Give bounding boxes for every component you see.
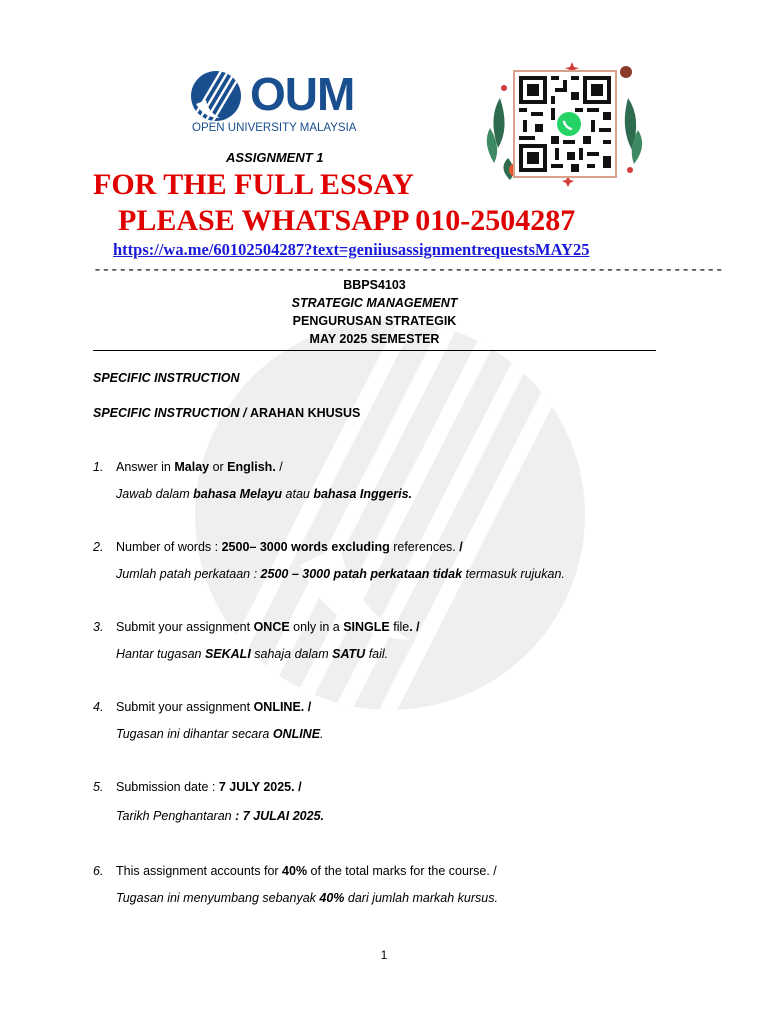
text-run: bahasa Inggeris. [313,487,412,501]
dashed-separator: --------------------------------------------------------------------------- [93,262,724,279]
section-specific-instruction: SPECIFIC INSTRUCTION [93,371,240,385]
text-run: Malay [174,460,210,474]
list-item-malay [116,487,412,501]
text-run: 7 JULY 2025. / [218,780,302,794]
text-run: SATU [332,647,366,661]
section-label-ms: ARAHAN KHUSUS [249,406,361,420]
text-run: atau [282,487,314,501]
text-run: ONLINE. / [253,700,312,714]
text-run: Tarikh Penghantaran [116,809,236,823]
text-run: : 7 JULAI 2025. [235,809,325,823]
section-label-en: SPECIFIC INSTRUCTION / [93,406,250,420]
list-item-number: 1. [93,460,104,474]
text-run: Submit your assignment [116,700,254,714]
header-rule [93,350,656,351]
logo-subtitle: OPEN UNIVERSITY MALAYSIA [192,122,357,134]
text-run: bahasa Melayu [193,487,283,501]
text-run: / [459,540,463,554]
list-item-malay [116,567,565,581]
list-item-malay [116,647,388,661]
list-item-english [116,780,302,794]
text-run: termasuk rujukan. [462,567,565,581]
oum-logo-icon [190,70,246,122]
list-item-number: 6. [93,864,104,878]
text-run: Submit your assignment [116,620,254,634]
text-run: Tugasan ini dihantar secara [116,727,273,741]
list-item-number: 4. [93,700,104,714]
list-item-malay [116,891,498,905]
text-run: 2500 – 3000 patah perkataan tidak [260,567,463,581]
text-run: SEKALI [204,647,251,661]
text-run: Jumlah patah perkataan : [116,567,261,581]
qr-frame [513,70,617,178]
list-item-english [116,460,283,474]
list-item-english [116,620,420,634]
text-run: English. [227,460,276,474]
whatsapp-icon [557,112,581,136]
text-run: Hantar tugasan [116,647,205,661]
text-run: sahaja dalam [250,647,333,661]
promo-line-2: PLEASE WHATSAPP 010-2504287 [118,204,576,237]
text-run: or [209,460,228,474]
text-run: only in a [289,620,344,634]
oum-logo [190,68,370,140]
list-item-number: 2. [93,540,104,554]
logo-wordmark: OUM [250,68,355,120]
text-run: of the total marks for the course. / [307,864,497,878]
list-item-english [116,864,497,878]
watermark-logo-icon [180,305,600,725]
text-run: . / [409,620,420,634]
promo-line-1: FOR THE FULL ESSAY [93,168,414,201]
text-run: ONLINE [272,727,321,741]
list-item-number: 3. [93,620,104,634]
text-run: Answer in [116,460,175,474]
text-run: This assignment accounts for [116,864,283,878]
text-run: dari jumlah markah kursus. [344,891,498,905]
qr-code-icon [515,72,615,176]
text-run: references. [389,540,460,554]
list-item-english [116,540,463,554]
whatsapp-link[interactable]: https://wa.me/60102504287?text=geniiusassignmentrequestsMAY25 [113,240,590,259]
text-run: Tugasan ini menyumbang sebanyak [116,891,320,905]
text-run: file [389,620,410,634]
list-item-malay [116,727,324,741]
text-run: Jawab dalam [116,487,194,501]
text-run: fail. [365,647,389,661]
text-run: SINGLE [343,620,390,634]
assignment-label: ASSIGNMENT 1 [226,150,324,165]
list-item-english [116,700,311,714]
text-run: Number of words : [116,540,222,554]
course-title-en: STRATEGIC MANAGEMENT [291,296,458,310]
text-run: 40% [282,864,308,878]
qr-code-block[interactable] [480,58,650,188]
list-item-number: 5. [93,780,104,794]
text-run: . [320,727,324,741]
text-run: 40% [319,891,345,905]
list-item-malay [116,809,324,823]
course-title-ms: PENGURUSAN STRATEGIK [292,314,457,328]
section-specific-instruction-bilingual [93,406,360,420]
text-run: Submission date : [116,780,219,794]
text-run: 2500– 3000 words excluding [221,540,390,554]
page-number: 1 [380,948,388,962]
text-run: ONCE [253,620,290,634]
text-run: / [275,460,283,474]
course-code: BBPS4103 [343,278,406,292]
semester: MAY 2025 SEMESTER [309,332,440,346]
